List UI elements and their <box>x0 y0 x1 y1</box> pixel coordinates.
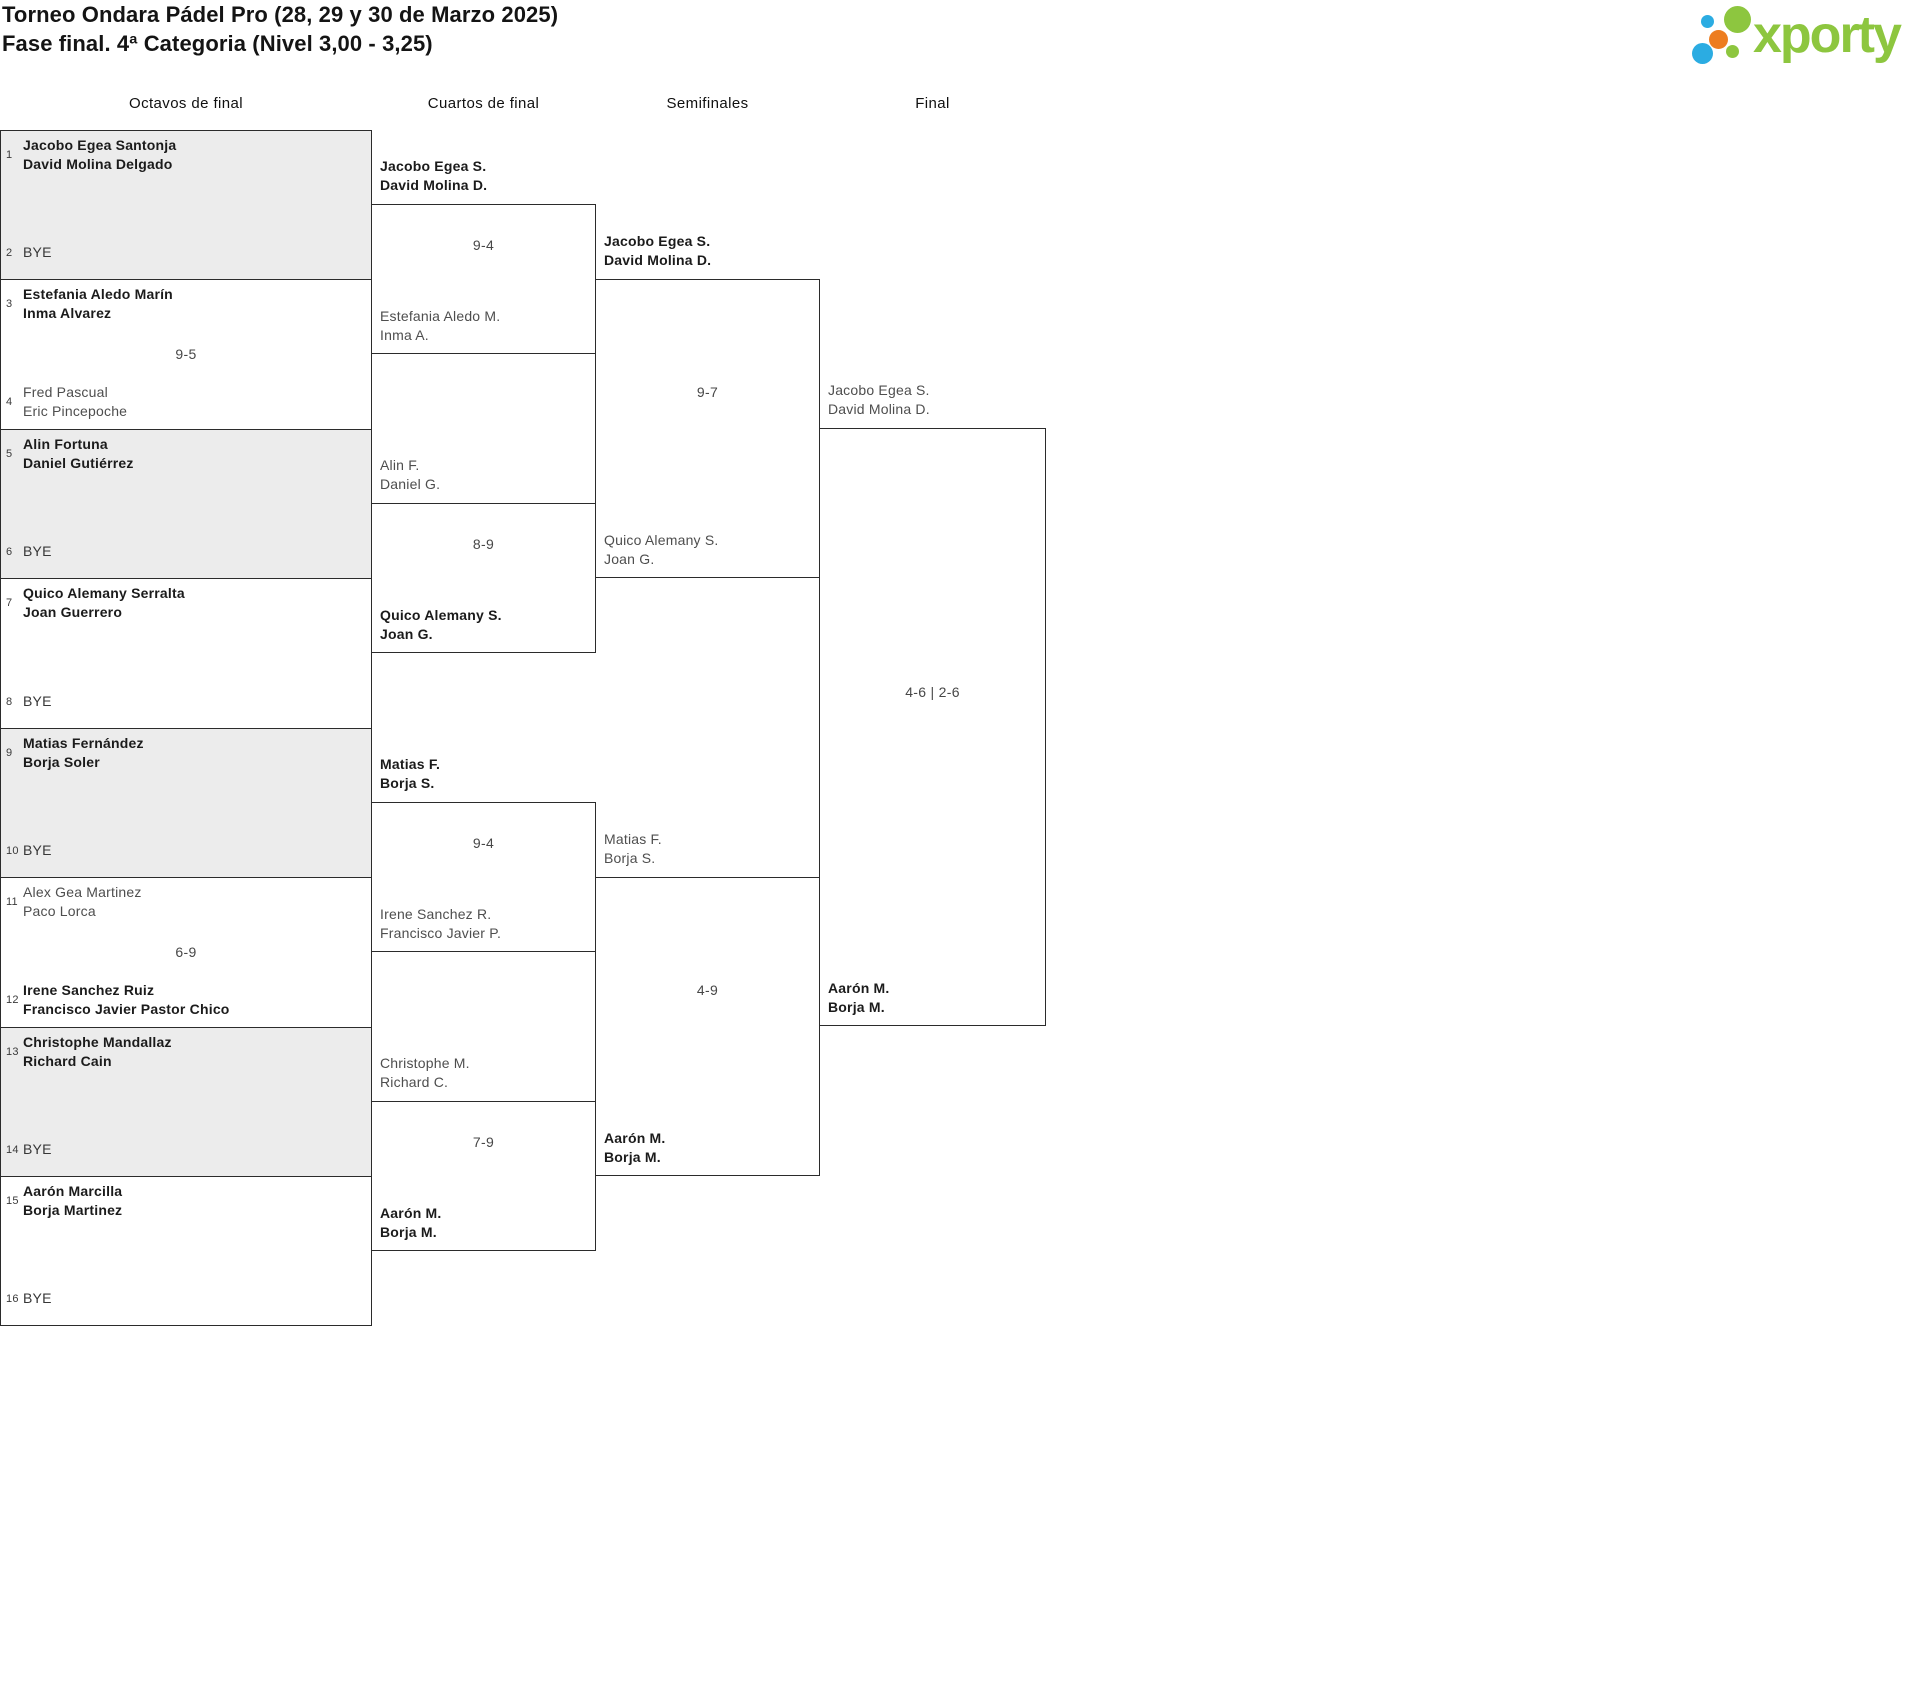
player-name: Jacobo Egea Santonja <box>23 137 177 153</box>
final-bottom-team <box>828 979 890 1017</box>
player-name: Borja M. <box>604 1149 661 1165</box>
team-names <box>23 692 52 711</box>
seed-number: 16 <box>6 1292 19 1305</box>
seed-number: 8 <box>6 695 13 708</box>
team-entry <box>6 981 230 1019</box>
player-name: Eric Pincepoche <box>23 403 128 419</box>
player-name: Borja S. <box>380 775 435 791</box>
team-entry <box>6 734 144 772</box>
bye-label: BYE <box>23 244 52 260</box>
seed-number: 13 <box>6 1046 19 1058</box>
player-name: Joan G. <box>604 551 655 567</box>
team-entry <box>6 1033 172 1071</box>
team-names <box>23 883 142 921</box>
player-name: Irene Sanchez Ruiz <box>23 982 155 998</box>
team-entry <box>6 542 52 561</box>
logo-dot-small-green <box>1726 45 1739 58</box>
cuartos-1-score: 9-4 <box>472 237 495 253</box>
player-name: Fred Pascual <box>23 384 108 400</box>
seed-number: 10 <box>6 844 19 857</box>
player-name: David Molina D. <box>604 252 712 268</box>
team-entry <box>6 136 176 174</box>
team-names <box>23 542 52 561</box>
player-name: Joan G. <box>380 626 433 642</box>
bye-label: BYE <box>23 693 52 709</box>
seed-number: 11 <box>6 896 18 908</box>
logo-dot-large-green <box>1724 6 1751 33</box>
octavos-match-4 <box>0 578 372 728</box>
seed-number: 5 <box>6 448 13 460</box>
cuartos-3-score: 9-4 <box>472 835 495 851</box>
player-name: Alex Gea Martinez <box>23 884 142 900</box>
team-entry <box>6 383 127 421</box>
player-name: David Molina D. <box>380 177 488 193</box>
cuartos-2-top-team <box>380 456 440 494</box>
semifinal-2-bottom-team <box>604 1129 666 1167</box>
seed-number: 9 <box>6 747 13 759</box>
player-name: Richard Cain <box>23 1053 112 1069</box>
team-names <box>23 243 52 262</box>
player-name: Aarón M. <box>604 1130 666 1146</box>
player-name: Inma Alvarez <box>23 305 112 321</box>
team-names <box>23 1140 52 1159</box>
match-score: 6-9 <box>175 944 197 960</box>
player-name: Borja M. <box>828 999 885 1015</box>
team-entry <box>6 584 185 622</box>
player-name: Aarón Marcilla <box>23 1183 123 1199</box>
team-entry <box>6 841 52 860</box>
seed-number: 12 <box>6 994 19 1006</box>
player-name: David Molina D. <box>828 401 930 417</box>
octavos-match-5 <box>0 728 372 877</box>
team-names <box>23 841 52 860</box>
cuartos-3-bottom-team <box>380 905 501 943</box>
player-name: Borja Martinez <box>23 1202 123 1218</box>
team-entry <box>6 692 52 711</box>
player-name: Matias F. <box>604 831 662 847</box>
cuartos-3-top-team <box>380 755 440 793</box>
team-entry <box>6 883 142 921</box>
player-name: Christophe Mandallaz <box>23 1034 172 1050</box>
team-entry <box>6 435 134 473</box>
seed-number: 2 <box>6 246 13 259</box>
logo-dot-large-blue <box>1692 43 1713 64</box>
team-entry <box>6 285 173 323</box>
player-name: Estefania Aledo Marín <box>23 286 173 302</box>
player-name: Alin Fortuna <box>23 436 108 452</box>
player-name: Quico Alemany S. <box>604 532 719 548</box>
octavos-match-2 <box>0 279 372 429</box>
player-name: Irene Sanchez R. <box>380 906 492 922</box>
team-names <box>23 435 134 473</box>
seed-number: 3 <box>6 298 13 310</box>
seed-number: 7 <box>6 597 13 609</box>
team-entry <box>6 1182 122 1220</box>
player-name: Christophe M. <box>380 1055 470 1071</box>
seed-number: 1 <box>6 149 13 161</box>
final-top-team <box>828 381 930 419</box>
final-box <box>819 428 1046 1026</box>
player-name: Alin F. <box>380 457 420 473</box>
cuartos-4-top-team <box>380 1054 470 1092</box>
player-name: Aarón M. <box>380 1205 442 1221</box>
player-name: Richard C. <box>380 1074 449 1090</box>
seed-number: 6 <box>6 545 13 558</box>
round-header-semifinales: Semifinales <box>666 95 749 112</box>
team-names <box>23 285 173 323</box>
player-name: David Molina Delgado <box>23 156 173 172</box>
team-names <box>23 1033 172 1071</box>
player-name: Daniel G. <box>380 476 441 492</box>
team-names <box>23 383 127 421</box>
cuartos-1-bottom-team <box>380 307 500 345</box>
cuartos-2-score: 8-9 <box>472 536 495 552</box>
octavos-match-3 <box>0 429 372 578</box>
semifinal-1-bottom-team <box>604 531 718 569</box>
logo-dot-small-blue <box>1701 15 1714 28</box>
seed-number: 15 <box>6 1195 19 1207</box>
page-subtitle: Fase final. 4ª Categoria (Nivel 3,00 - 3,25) <box>2 31 433 56</box>
player-name: Quico Alemany S. <box>380 607 502 623</box>
player-name: Francisco Javier Pastor Chico <box>23 1001 230 1017</box>
player-name: Borja M. <box>380 1224 437 1240</box>
round-header-cuartos: Cuartos de final <box>427 95 540 112</box>
bye-label: BYE <box>23 1290 52 1306</box>
player-name: Inma A. <box>380 327 429 343</box>
page-title: Torneo Ondara Pádel Pro (28, 29 y 30 de Marzo 2025) <box>2 2 559 27</box>
player-name: Borja Soler <box>23 754 100 770</box>
team-names <box>23 1289 52 1308</box>
seed-number: 14 <box>6 1143 19 1156</box>
round-header-final: Final <box>915 95 950 112</box>
bye-label: BYE <box>23 543 52 559</box>
team-names <box>23 584 185 622</box>
bye-label: BYE <box>23 1141 52 1157</box>
cuartos-2-bottom-team <box>380 606 502 644</box>
bye-label: BYE <box>23 842 52 858</box>
player-name: Estefania Aledo M. <box>380 308 501 324</box>
player-name: Borja S. <box>604 850 656 866</box>
player-name: Jacobo Egea S. <box>604 233 711 249</box>
semifinal-2-top-team <box>604 830 662 868</box>
semifinal-1-top-team <box>604 232 711 270</box>
semifinal-1-score: 9-7 <box>696 384 719 400</box>
cuartos-1-top-team <box>380 157 487 195</box>
player-name: Joan Guerrero <box>23 604 123 620</box>
player-name: Quico Alemany Serralta <box>23 585 185 601</box>
player-name: Jacobo Egea S. <box>380 158 487 174</box>
player-name: Aarón M. <box>828 980 890 996</box>
logo-dot-orange <box>1709 30 1728 49</box>
team-names <box>23 981 230 1019</box>
octavos-match-7 <box>0 1027 372 1176</box>
team-names <box>23 734 144 772</box>
round-header-octavos: Octavos de final <box>129 95 243 112</box>
cuartos-4-score: 7-9 <box>472 1134 495 1150</box>
player-name: Matias F. <box>380 756 441 772</box>
team-names <box>23 136 176 174</box>
cuartos-4-bottom-team <box>380 1204 442 1242</box>
final-score: 4-6 | 2-6 <box>905 684 960 700</box>
team-names <box>23 1182 122 1220</box>
seed-number: 4 <box>6 396 13 408</box>
match-score: 9-5 <box>175 346 197 362</box>
logo-text: xporty <box>1753 6 1900 64</box>
player-name: Daniel Gutiérrez <box>23 455 134 471</box>
player-name: Paco Lorca <box>23 903 96 919</box>
player-name: Francisco Javier P. <box>380 925 502 941</box>
team-entry <box>6 243 52 262</box>
octavos-match-6 <box>0 877 372 1027</box>
team-entry <box>6 1140 52 1159</box>
octavos-match-8 <box>0 1176 372 1326</box>
semifinal-2-score: 4-9 <box>696 982 719 998</box>
octavos-match-1 <box>0 130 372 279</box>
player-name: Matias Fernández <box>23 735 144 751</box>
player-name: Jacobo Egea S. <box>828 382 930 398</box>
team-entry <box>6 1289 52 1308</box>
